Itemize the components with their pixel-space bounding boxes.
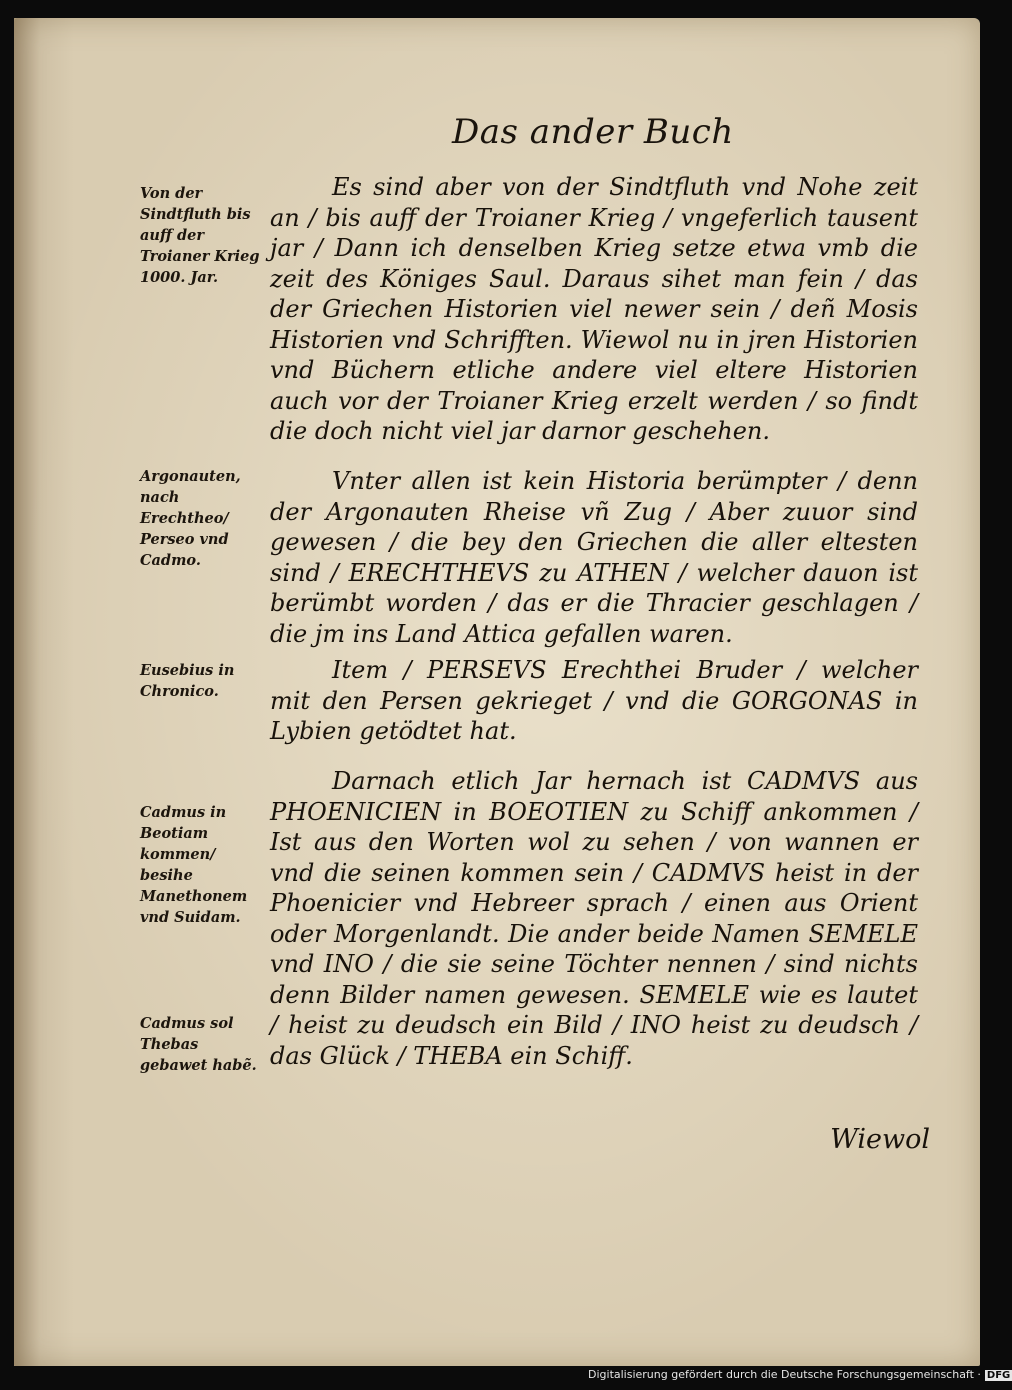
margin-note-cadmus-thebas: Cadmus sol Thebas gebawet habẽ.	[140, 1015, 257, 1074]
margin-note-cadmus-beotia: Cadmus in Beotiam kommen/ besihe Manethonem vnd Suidam.	[140, 804, 248, 926]
paragraph-perseus: Item / PERSEVS Erechthei Bruder / welcher mit den Persen gekrieget / vnd die GORGONAS in Lybien getödtet hat.	[270, 656, 918, 745]
digitization-credit	[588, 1368, 1011, 1381]
credit-text: Digitalisierung gefördert durch die Deutsche Forschungsgemeinschaft ·	[588, 1368, 981, 1381]
dfg-logo: DFG	[986, 1370, 1011, 1381]
margin-note-eusebius: Eusebius in Chronico.	[140, 662, 235, 700]
paragraph-argonauts: Vnter allen ist kein Historia berümpter / denn der Argonauten Rheise vñ Zug / Aber zuuor sind gewesen / die bey den Griechen die aller eltesten sind / ERECHTHEVS zu ATHEN / welcher dauon ist berümbt worden / das er die Thracier geschlagen / die jm ins Land Attica gefallen waren.	[270, 467, 918, 648]
paragraph-cadmus: Darnach etlich Jar hernach ist CADMVS aus PHOENICIEN in BOEOTIEN zu Schiff ankommen / Ist aus den Worten wol zu sehen / von wannen er vnd die seinen kommen sein / CADMVS heist in der Phoenicier vnd Hebreer sprach / einen aus Orient oder Morgenlandt. Die ander beide Namen SEMELE vnd INO / die sie seine Töchter nennen / sind nichts denn Bilder namen gewesen. SEMELE wie es lautet / heist zu deudsch ein Bild / INO heist zu deudsch / das Glück / THEBA ein Schiff.	[270, 767, 918, 1070]
margin-note-flood: Von der Sindtfluth bis auff der Troianer Krieg 1000. Jar.	[140, 185, 260, 286]
margin-note-argonauts: Argonauten, nach Erechtheo/ Perseo vnd Cadmo.	[140, 468, 241, 569]
running-head: Das ander Buch	[452, 112, 734, 152]
paragraph-flood-to-troy: Es sind aber von der Sindtfluth vnd Nohe zeit an / bis auff der Troianer Krieg / vngeferlich tausent jar / Dann ich denselben Krieg setze etwa vmb die zeit des Königes Saul. Daraus sihet man fein / das der Griechen Historien viel newer sein / deñ Mosis Historien vnd Schrifften. Wiewol nu in jren Historien vnd Büchern etliche andere viel eltere Historien auch vor der Troianer Krieg erzelt werden / so findt die doch nicht viel jar darnor geschehen.	[270, 173, 918, 445]
catchword: Wiewol	[830, 1124, 930, 1155]
